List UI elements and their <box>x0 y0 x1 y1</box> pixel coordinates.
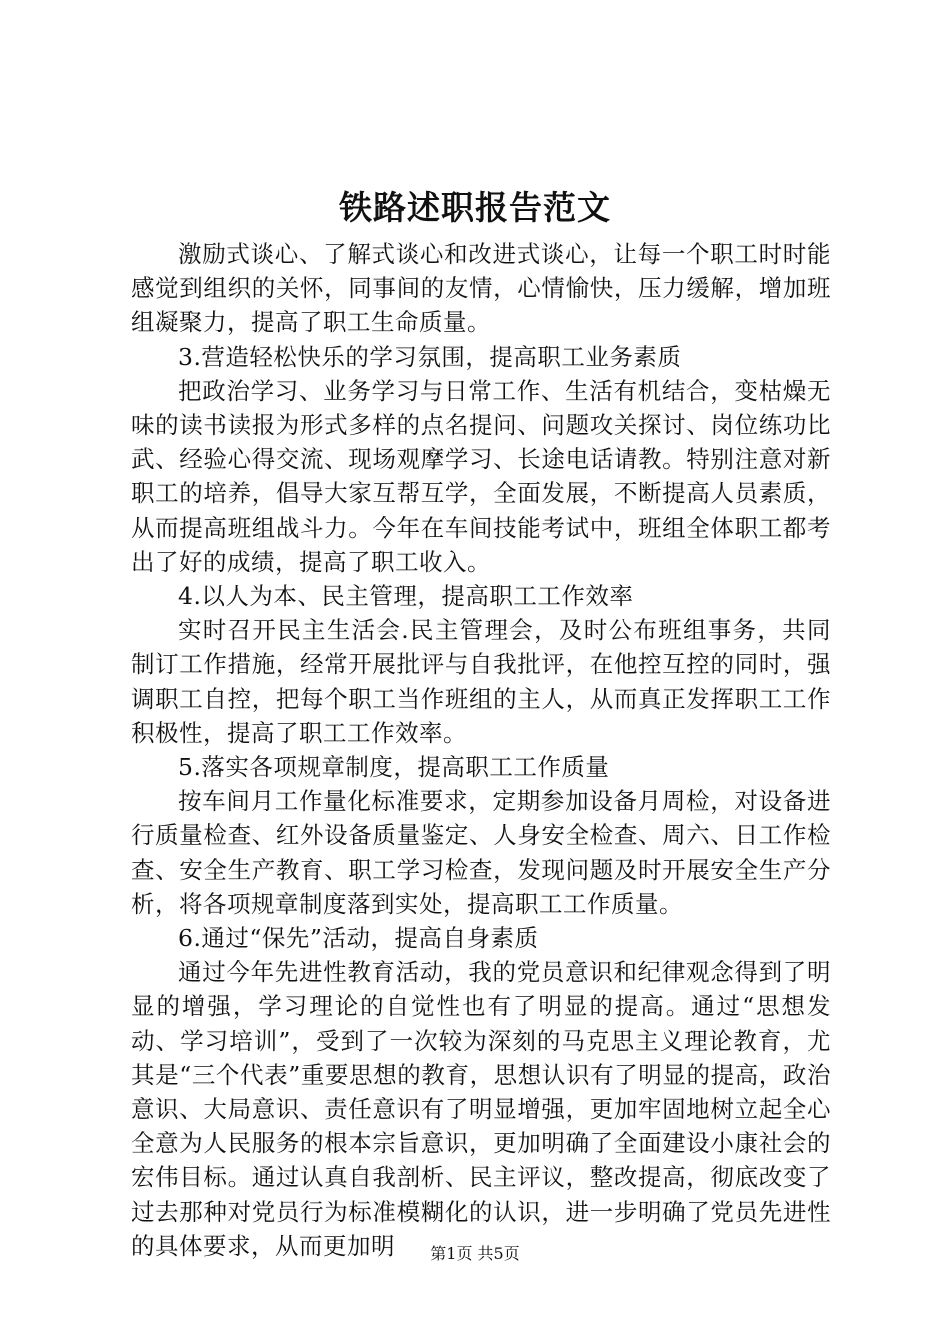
document-title: 铁路述职报告范文 <box>339 188 611 227</box>
paragraph-rules: 按车间月工作量化标准要求，定期参加设备月周检，对设备进行质量检查、红外设备质量鉴定、人身安全检查、周六、日工作检查、安全生产教育、职工学习检查，发现问题及时开展安全生产分析，将各项规章制度落到实处，提高职工工作质量。 <box>131 787 831 918</box>
document-body <box>131 237 831 1263</box>
paragraph-education: 通过今年先进性教育活动，我的党员意识和纪律观念得到了明显的增强，学习理论的自觉性也有了明显的提高。通过“思想发动、学习培训”，受到了一次较为深刻的马克思主义理论教育，尤其是“三个代表”重要思想的教育，思想认识有了明显的提高，政治意识、大局意识、责任意识有了明显增强，更加牢固地树立起全心全意为人民服务的根本宗旨意识，更加明确了全面建设小康社会的宏伟目标。通过认真自我剖析、民主评议，整改提高，彻底改变了过去那种对党员行为标准模糊化的认识，进一步明确了党员先进性的具体要求，从而更加明 <box>131 958 831 1260</box>
section-heading-3: 3.营造轻松快乐的学习氛围，提高职工业务素质 <box>178 342 682 371</box>
page-number-footer: 第1页 共5页 <box>430 1244 520 1263</box>
paragraph-management: 实时召开民主生活会.民主管理会，及时公布班组事务，共同制订工作措施，经常开展批评与自我批评，在他控互控的同时，强调职工自控，把每个职工当作班组的主人，从而真正发挥职工工作积极性，提高了职工工作效率。 <box>131 616 831 747</box>
paragraph-learning: 把政治学习、业务学习与日常工作、生活有机结合，变枯燥无味的读书读报为形式多样的点名提问、问题攻关探讨、岗位练功比武、经验心得交流、现场观摩学习、长途电话请教。特别注意对新职工的培养，倡导大家互帮互学，全面发展，不断提高人员素质，从而提高班组战斗力。今年在车间技能考试中，班组全体职工都考出了好的成绩，提高了职工收入。 <box>131 376 831 576</box>
paragraph-talks: 激励式谈心、了解式谈心和改进式谈心，让每一个职工时时能感觉到组织的关怀，同事间的友情，心情愉快，压力缓解，增加班组凝聚力，提高了职工生命质量。 <box>131 240 831 337</box>
section-heading-4: 4.以人为本、民主管理，提高职工工作效率 <box>178 582 634 611</box>
section-heading-5: 5.落实各项规章制度，提高职工工作质量 <box>178 753 610 782</box>
section-heading-6: 6.通过“保先”活动，提高自身素质 <box>178 924 539 953</box>
